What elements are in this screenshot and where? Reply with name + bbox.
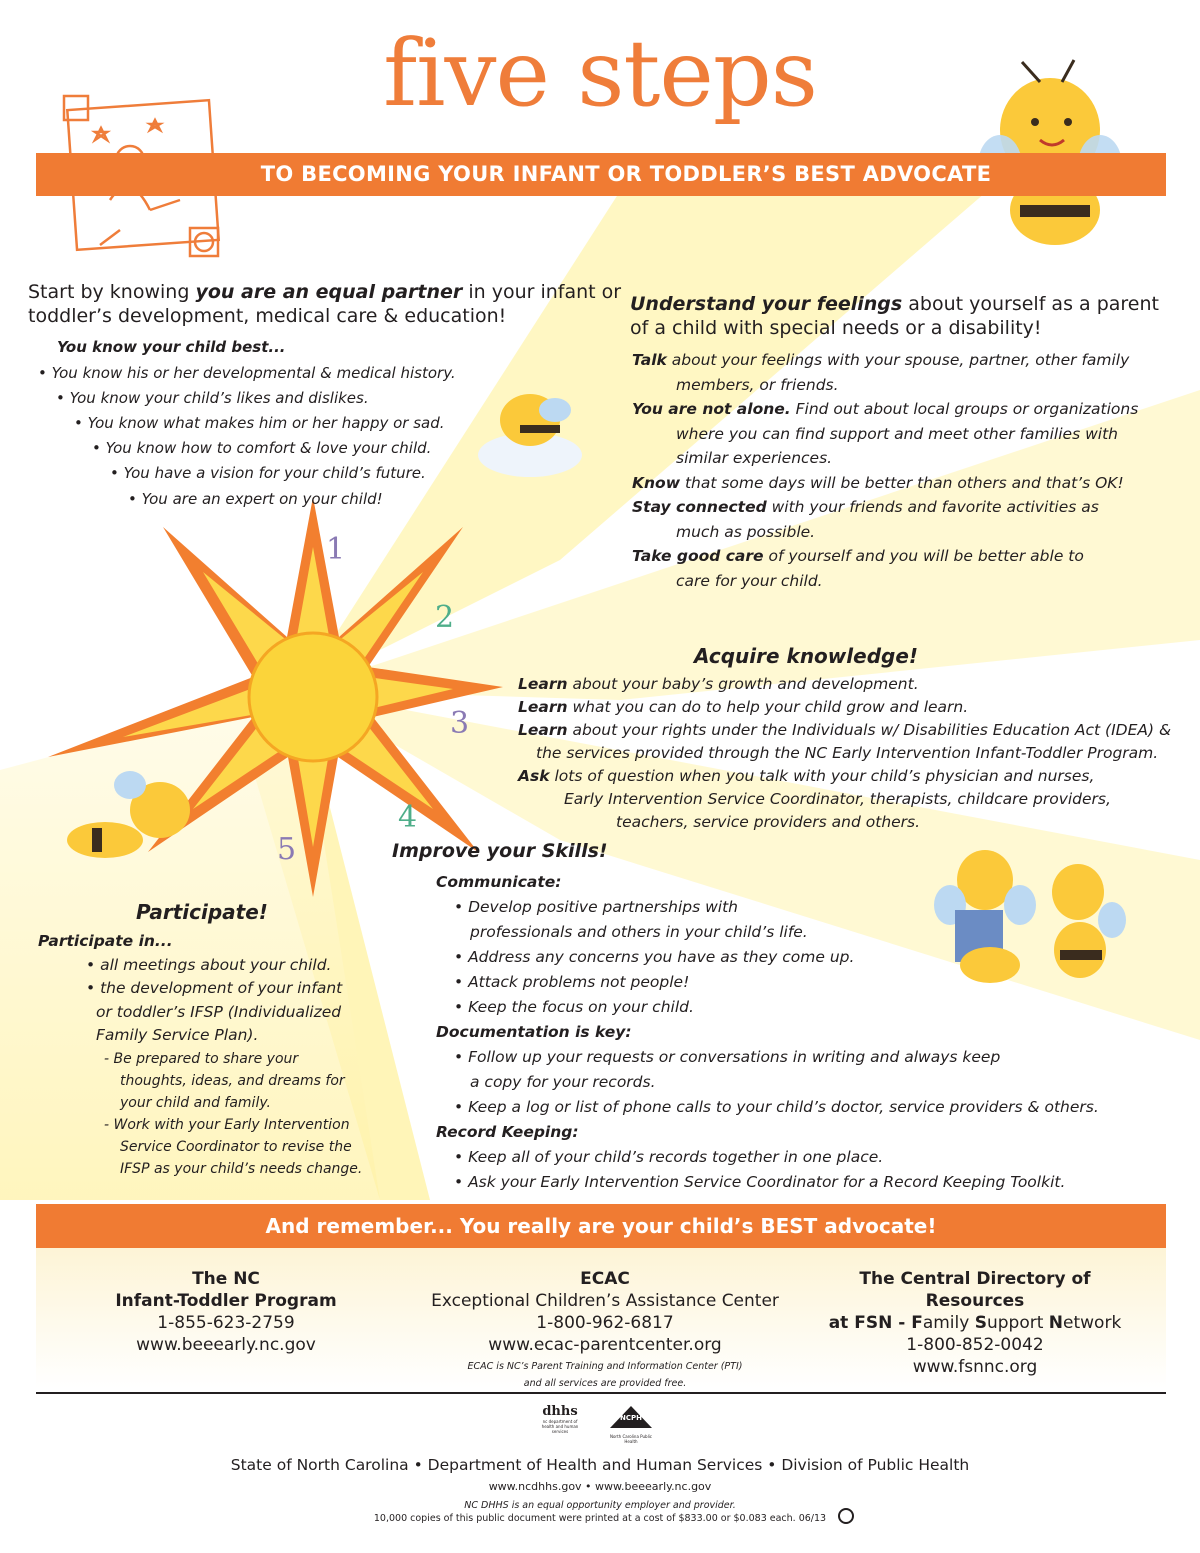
- step2-list: Talk about your feelings with your spouse, partner, other family members, or friends. You are not alone. Find out about local groups or organizations where you can find support and meet other families with similar experiences. Know that some days will be better than others and that’s OK! Stay connected with your friends and favorite activities as much as possible. Take good care of yourself and you will be better able to care for your child.: [632, 348, 1172, 593]
- step2-item: Stay connected with your friends and favorite activities as: [632, 498, 1099, 516]
- step2-item: You are not alone. Find out about local groups or organizations: [632, 400, 1139, 418]
- step1-subhead: You know your child best...: [57, 338, 286, 356]
- step-number-5: 5: [277, 832, 297, 867]
- step-number-3: 3: [450, 706, 470, 741]
- footer-eoe: NC DHHS is an equal opportunity employer and provider.: [464, 1500, 736, 1511]
- fsn-link[interactable]: www.fsnnc.org: [912, 1357, 1038, 1377]
- step2-item: Take good care of yourself and you will be better able to: [632, 547, 1084, 565]
- step1-bullet: • You know what makes him or her happy or sad.: [74, 414, 445, 432]
- contact-nc-itp: The NC Infant-Toddler Program 1-855-623-2759 www.beeearly.nc.gov: [76, 1268, 376, 1356]
- step4-heading: Improve your Skills!: [392, 840, 608, 862]
- step1-bullet: • You have a vision for your child’s future.: [110, 464, 426, 482]
- step4-list: Communicate: • Develop positive partnerships with professionals and others in your child’s life. • Address any concerns you have as they come up. • Attack problems not people! • Keep the focus on your child. Documentation is key: • Follow up your requests or conversations in writing and always keep a copy for your records. • Keep a log or list of phone calls to your child’s doctor, service providers & others. Record Keeping: • Keep all of your child’s records together in one place. • Ask your Early Intervention Service Coordinator for a Record Keeping Toolkit.: [436, 873, 1099, 1191]
- step5-list: Participate in... • all meetings about your child. • the development of your infant or toddler’s IFSP (Individualized Family Service Plan). - Be prepared to share your thoughts, ideas, and dreams for your child and family. - Work with your Early Intervention Service Coordinator to revise the IFSP as your child’s needs change.: [38, 932, 363, 1177]
- banner-text: TO BECOMING YOUR INFANT OR TODDLER’S BEST ADVOCATE: [260, 162, 992, 186]
- step1-intro: Start by knowing you are an equal partner in your infant or toddler’s development, medical care & education!: [28, 281, 622, 327]
- step1-bullet: • You know his or her developmental & medical history.: [38, 364, 456, 382]
- dhhs-logo: dhhs nc department of health and human services: [541, 1404, 579, 1434]
- contact-ecac: ECAC Exceptional Children’s Assistance Center 1-800-962-6817 www.ecac-parentcenter.org ECAC is NC’s Parent Training and Information Center (PTI) and all services are provided free.: [420, 1268, 790, 1392]
- step1-bullet: • You know your child’s likes and dislikes.: [56, 389, 369, 407]
- subtitle-banner: [36, 153, 1166, 196]
- footer-divider: [36, 1392, 1166, 1394]
- recycle-icon: [838, 1508, 854, 1524]
- contact-fsn: The Central Directory of Resources at FSN - Family Support Network 1-800-852-0042 www.fsnnc.org: [810, 1268, 1140, 1378]
- step1-bullet: • You know how to comfort & love your child.: [92, 439, 432, 457]
- step-number-2: 2: [435, 600, 455, 635]
- footer-urls[interactable]: www.ncdhhs.gov • www.beeearly.nc.gov: [488, 1480, 712, 1493]
- step5-heading: Participate!: [136, 900, 268, 924]
- footer-agencies: State of North Carolina • Department of Health and Human Services • Division of Public Health: [230, 1456, 970, 1474]
- step3-heading: Acquire knowledge!: [694, 644, 919, 668]
- step-number-1: 1: [326, 532, 346, 567]
- nc-itp-link[interactable]: www.beeearly.nc.gov: [136, 1335, 316, 1355]
- footer-copies: 10,000 copies of this public document were printed at a cost of $833.00 or $0.083 each. 06/13: [373, 1513, 827, 1524]
- ncph-logo: North Carolina Public Health NCPH: [606, 1404, 656, 1444]
- ecac-link[interactable]: www.ecac-parentcenter.org: [488, 1335, 722, 1355]
- reminder-banner: And remember... You really are your child’s BEST advocate!: [36, 1204, 1166, 1248]
- page-title: five steps: [383, 20, 817, 127]
- step1-bullet: • You are an expert on your child!: [128, 490, 383, 508]
- step-number-4: 4: [398, 800, 418, 835]
- step3-list: Learn about your baby’s growth and development. Learn what you can do to help your child grow and learn. Learn about your rights under the Individuals w/ Disabilities Education Act (IDEA) & the services provided through the NC Early Intervention Infant-Toddler Program. Ask lots of question when you talk with your child’s physician and nurses, Early Intervention Service Coordinator, therapists, childcare providers, teachers, service providers and others.: [518, 675, 1172, 831]
- step2-item: Talk about your feelings with your spouse, partner, other family: [632, 351, 1130, 369]
- step2-item: Know that some days will be better than others and that’s OK!: [632, 473, 1124, 492]
- step2-heading: Understand your feelings about yourself as a parent of a child with special needs or a disability!: [630, 293, 1159, 339]
